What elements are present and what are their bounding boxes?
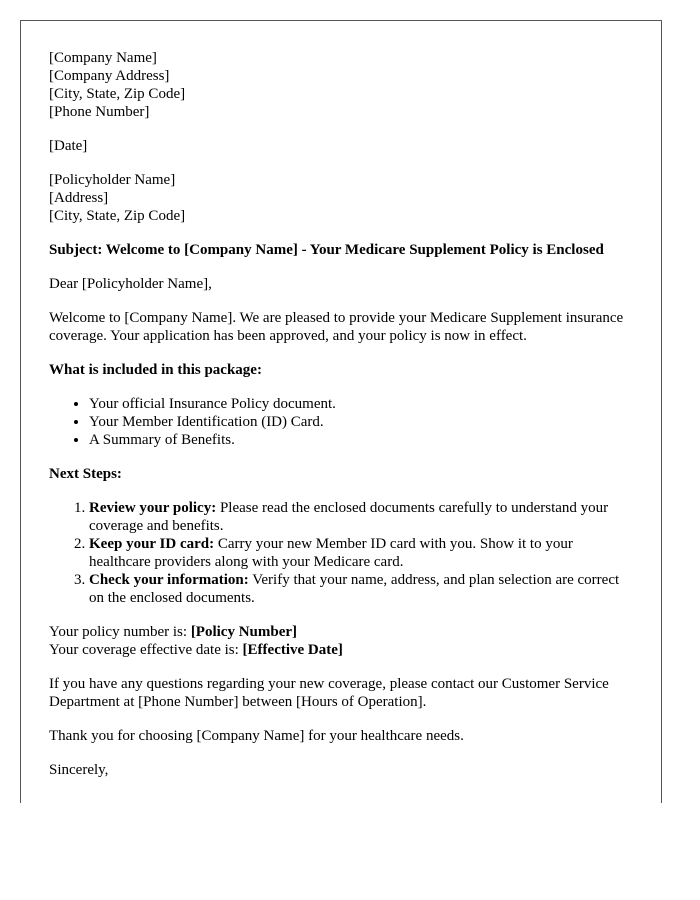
list-item: 1. Review your policy: Please read the enclosed documents carefully to understand your coverage and benefits.	[89, 499, 632, 535]
salutation: Dear [Policyholder Name],	[49, 276, 212, 292]
policy-details: Your policy number is: [Policy Number] Your coverage effective date is: [Effective Date]	[49, 624, 343, 658]
letter-date: [Date]	[49, 138, 88, 154]
subject-line: Subject: Welcome to [Company Name] - Your Medicare Supplement Policy is Enclosed	[49, 242, 604, 258]
recipient-address: [Policyholder Name] [Address] [City, State, Zip Code]	[49, 172, 186, 224]
thanks-paragraph: Thank you for choosing [Company Name] for your healthcare needs.	[49, 728, 464, 744]
list-item: 2. Keep your ID card: Carry your new Member ID card with you. Show it to your healthcare providers along with your Medicare card.	[89, 535, 632, 571]
steps-heading: Next Steps:	[49, 466, 122, 482]
list-item: • Your official Insurance Policy document.	[89, 395, 632, 413]
list-item: • A Summary of Benefits.	[89, 431, 632, 449]
sender-address: [Company Name] [Company Address] [City, State, Zip Code] [Phone Number]	[49, 50, 186, 120]
intro-paragraph: Welcome to [Company Name]. We are pleased to provide your Medicare Supplement insurance coverage. Your application has been approved, and your policy is now in effect.	[49, 310, 624, 344]
list-item: 3. Check your information: Verify that your name, address, and plan selection are correct on the enclosed documents.	[89, 571, 632, 607]
list-item: • Your Member Identification (ID) Card.	[89, 413, 632, 431]
package-list	[49, 395, 632, 449]
package-heading: What is included in this package:	[49, 362, 262, 378]
steps-list	[49, 499, 632, 607]
questions-paragraph: If you have any questions regarding your new coverage, please contact our Customer Service Department at [Phone Number] between [Hours of Operation].	[49, 676, 609, 710]
closing: Sincerely,	[49, 762, 109, 778]
letter	[20, 20, 662, 803]
